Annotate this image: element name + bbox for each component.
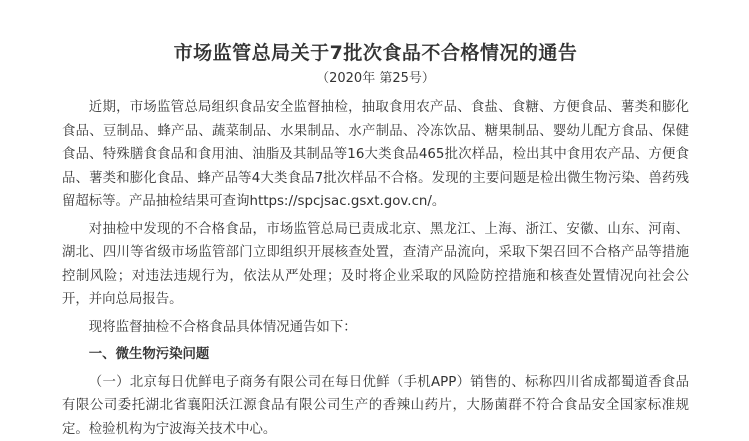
paragraph-intro: 近期，市场监管总局组织食品安全监督抽检，抽取食用农产品、食盐、食糖、方便食品、薯类和膨化食品、豆制品、蜂产品、蔬菜制品、水果制品、水产制品、冷冻饮品、糖果制品、婴幼儿配方食品、保健食品、特殊膳食食品和食用油、油脂及其制品等16大类食品465批次样品，检出其中食用农产品、方便食品、薯类和膨化食品、蜂产品等4大类食品7批次样品不合格。发现的主要问题是检出微生物污染、兽药残留超标等。产品抽检结果可查询https://spcjsac.gsxt.gov.cn/。 [62,96,689,214]
paragraph-announcement: 现将监督抽检不合格食品具体情况通告如下： [62,316,689,340]
paragraph-item-1: （一）北京每日优鲜电子商务有限公司在每日优鲜（手机APP）销售的、标称四川省成都蜀道香食品有限公司委托湖北省襄阳沃江源食品有限公司生产的香辣山药片，大肠菌群不符合食品安全国家标准规定。检验机构为宁波海关技术中心。 [62,371,689,441]
page-title: 市场监管总局关于7批次食品不合格情况的通告 [62,0,689,66]
paragraph-actions: 对抽检中发现的不合格食品，市场监管总局已责成北京、黑龙江、上海、浙江、安徽、山东、河南、湖北、四川等省级市场监管部门立即组织开展核查处置，查清产品流向，采取下架召回不合格产品等措施控制风险；对违法违规行为，依法从严处理；及时将企业采取的风险防控措施和核查处置情况向社会公开，并向总局报告。 [62,218,689,312]
section-heading: 一、微生物污染问题 [62,343,689,367]
document-number: （2020年 第25号） [62,70,689,88]
